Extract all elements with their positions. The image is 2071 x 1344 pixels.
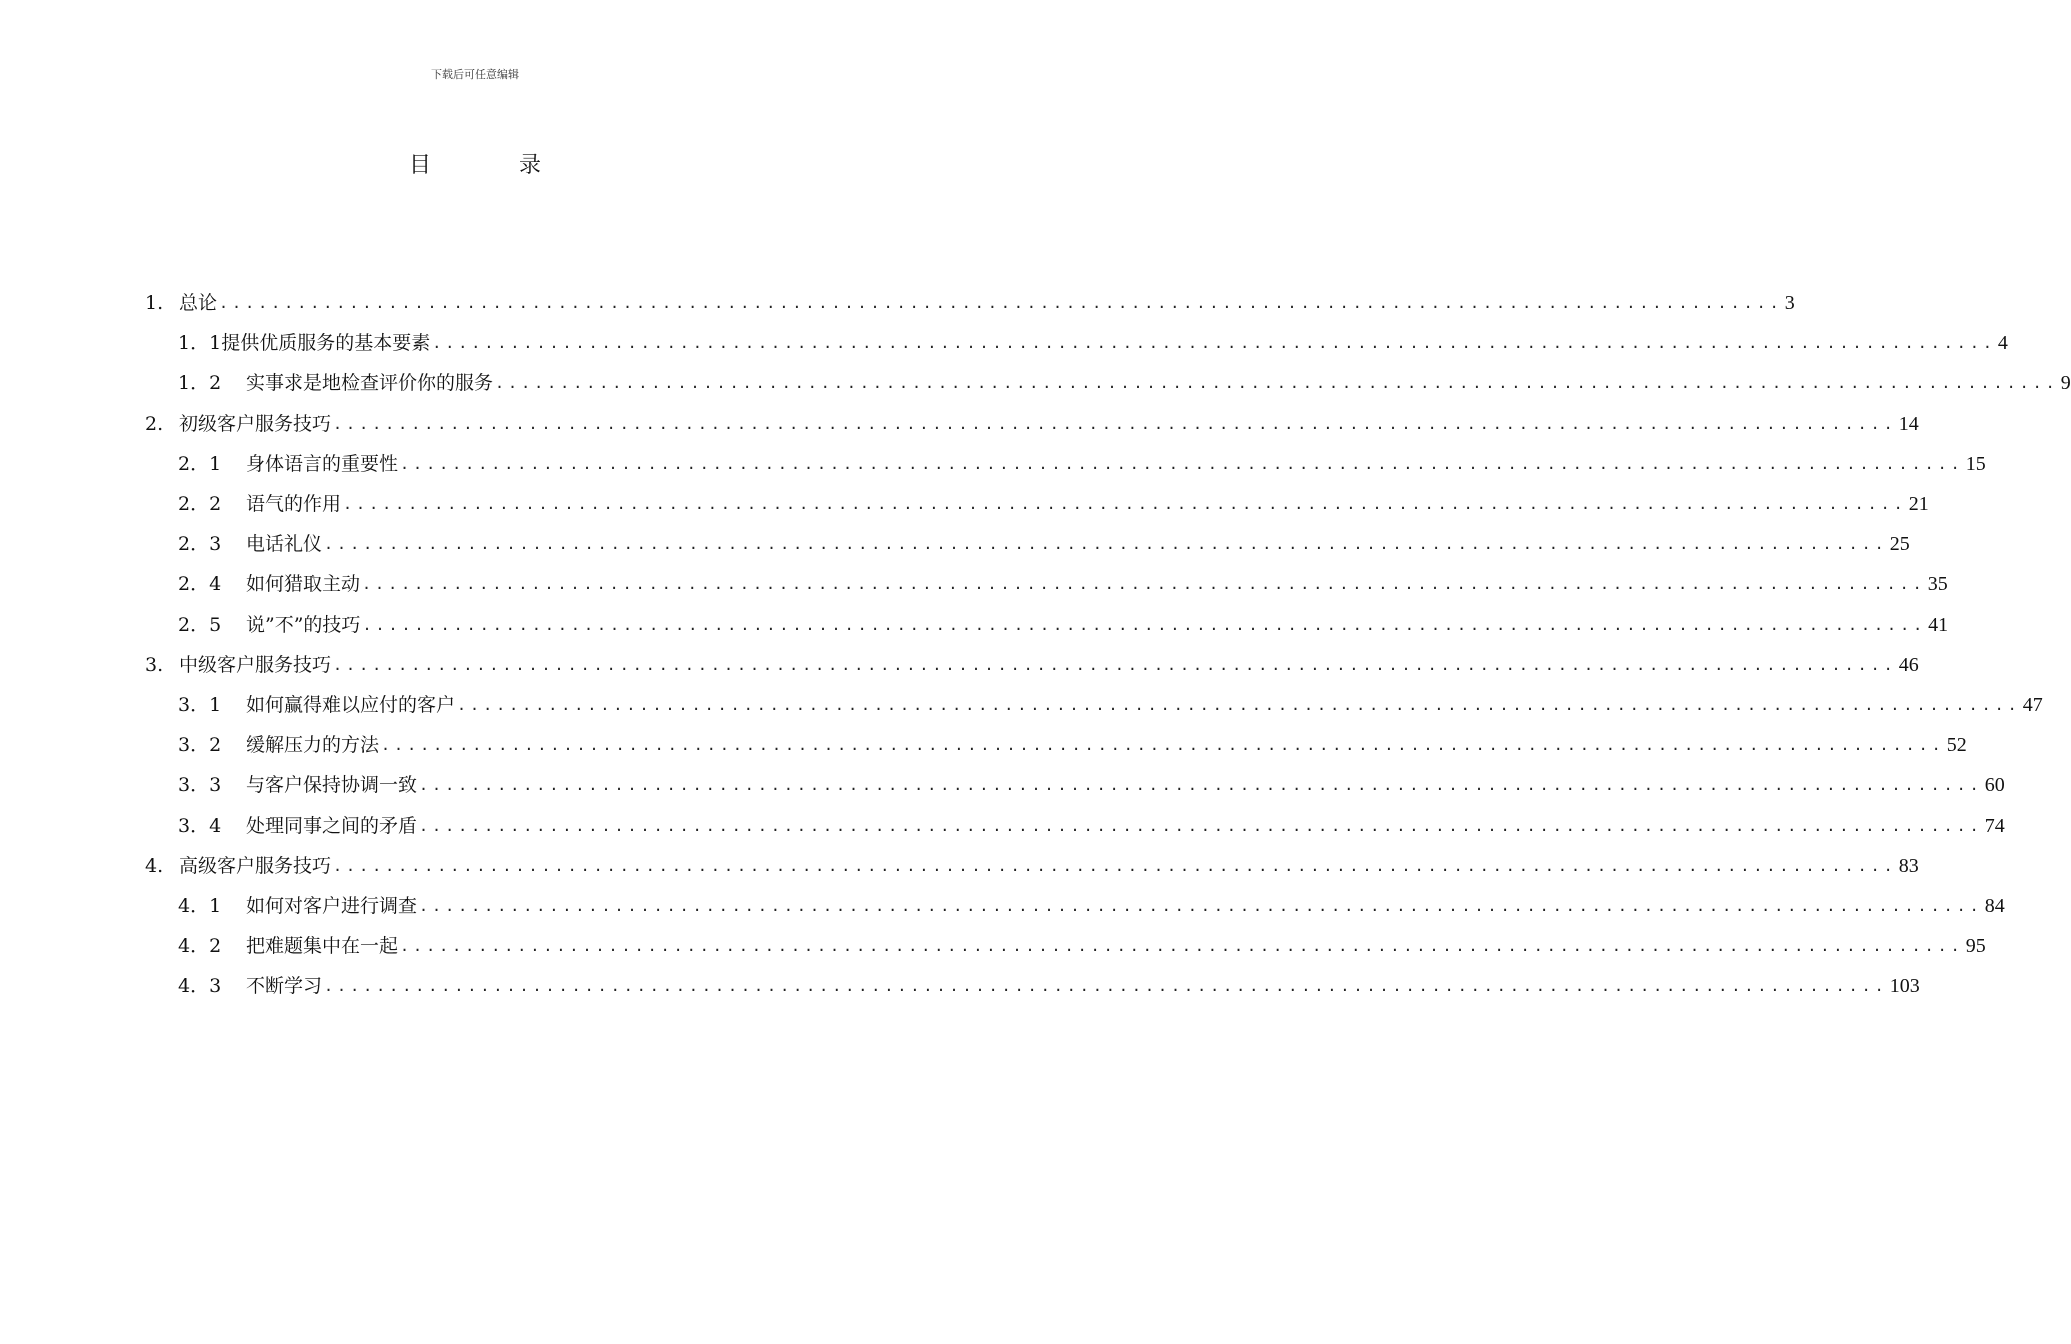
toc-entry-number: 2.	[145, 412, 164, 435]
toc-entry-label	[178, 765, 417, 805]
toc-leader-dots: ........................................................................................................................	[400, 454, 1964, 473]
toc-entry-text: 身体语言的重要性	[246, 452, 399, 475]
toc-entry-label	[178, 725, 379, 765]
toc-entry-text: 如何对客户进行调查	[246, 895, 418, 917]
toc-entry-number: 4.	[145, 854, 164, 877]
toc-entry-number: 4．3	[178, 975, 222, 998]
toc-entry-label	[178, 685, 455, 725]
toc-entry-number: 1.	[145, 292, 164, 314]
toc-leader-dots: ........................................................................................................................	[457, 696, 2021, 714]
toc-entry-label	[178, 966, 322, 1006]
toc-leader-dots: ........................................................................................................................	[333, 856, 1897, 875]
toc-entry-label	[178, 926, 398, 966]
toc-page-number: 41	[1928, 613, 1949, 636]
toc-leader-dots: ........................................................................................................................	[381, 736, 1945, 755]
toc-entry[interactable]	[178, 524, 1910, 564]
toc-page-number: 52	[1946, 734, 1967, 757]
toc-entry-text: 不断学习	[246, 975, 323, 998]
toc-page-number: 35	[1927, 573, 1948, 596]
toc-entry[interactable]	[178, 484, 1929, 524]
toc-leader-dots: ........................................................................................................................	[362, 575, 1926, 594]
toc-entry-label	[145, 404, 331, 444]
toc-entry[interactable]	[178, 444, 1986, 484]
toc-entry-number: 4．1	[178, 895, 222, 917]
toc-entry-label	[145, 846, 331, 886]
toc-page-number: 74	[1984, 814, 2005, 837]
toc-entry-text: 提供优质服务的基本要素	[221, 332, 431, 355]
toc-page-number: 60	[1984, 774, 2005, 797]
toc-entry-number: 2．5	[178, 613, 222, 636]
toc-entry-number: 2．4	[178, 573, 222, 596]
toc-entry-label	[178, 323, 430, 363]
toc-leader-dots: ........................................................................................................................	[362, 615, 1927, 634]
toc-leader-dots: ........................................................................................................................	[343, 495, 1907, 513]
toc-entry-label	[178, 886, 417, 926]
toc-entry[interactable]	[178, 886, 2005, 926]
toc-page-number: 83	[1898, 854, 1919, 877]
toc-leader-dots: ........................................................................................................................	[419, 776, 1983, 795]
page-title: 目录	[408, 153, 629, 178]
toc-leader-dots: ........................................................................................................................	[419, 816, 1983, 835]
toc-leader-dots: ........................................................................................................................	[219, 294, 1783, 312]
toc-leader-dots: ........................................................................................................................	[495, 374, 2059, 393]
toc-entry[interactable]	[145, 846, 1919, 886]
toc-entry[interactable]	[178, 605, 1949, 645]
toc-page-number: 84	[1984, 895, 2005, 917]
toc-entry-label	[178, 444, 398, 484]
toc-leader-dots: ........................................................................................................................	[419, 897, 1983, 915]
toc-leader-dots: ........................................................................................................................	[333, 414, 1897, 433]
toc-entry-label	[178, 524, 322, 564]
toc-entry-number: 3．3	[178, 774, 222, 797]
toc-entry-text: 如何赢得难以应付的客户	[246, 694, 456, 716]
toc-leader-dots: ........................................................................................................................	[400, 937, 1964, 956]
toc-entry-number: 1．1	[178, 332, 222, 355]
toc-entry-text: 总论	[179, 292, 218, 314]
toc-entry[interactable]	[178, 966, 1920, 1006]
toc-entry[interactable]	[178, 363, 2071, 403]
toc-entry[interactable]	[178, 685, 2043, 725]
toc-entry-text: 实事求是地检查评价你的服务	[246, 372, 494, 395]
toc-entry-number: 3．4	[178, 814, 222, 837]
toc-page-number: 25	[1889, 533, 1910, 556]
toc-leader-dots: ........................................................................................................................	[324, 535, 1888, 554]
toc-entry-label	[178, 605, 360, 645]
toc-page-number: 14	[1898, 412, 1919, 435]
toc-entry-number: 1．2	[178, 372, 222, 395]
toc-leader-dots: ........................................................................................................................	[432, 334, 1996, 353]
toc-entry[interactable]	[178, 725, 1967, 765]
toc-page-number: 21	[1908, 493, 1929, 515]
toc-entry-text: 如何猎取主动	[246, 573, 361, 596]
toc-entry[interactable]	[178, 926, 1986, 966]
toc-entry[interactable]	[178, 564, 1948, 604]
toc-entry-number: 4．2	[178, 935, 222, 958]
toc-entry-label	[145, 645, 331, 685]
toc-entry-label	[178, 363, 493, 403]
toc-entry-label	[178, 564, 360, 604]
toc-page-number: 4	[1997, 332, 2008, 355]
toc-entry-text: 把难题集中在一起	[246, 935, 399, 958]
toc-entry-text: 与客户保持协调一致	[246, 774, 418, 797]
toc-entry-text: 说”不”的技巧	[246, 613, 361, 636]
toc-page-number: 103	[1889, 975, 1920, 998]
toc-entry[interactable]	[145, 645, 1919, 685]
toc-entry-text: 缓解压力的方法	[246, 734, 380, 757]
toc-entry-number: 2．3	[178, 533, 222, 556]
toc-entry[interactable]	[178, 323, 2008, 363]
toc-leader-dots: ........................................................................................................................	[333, 655, 1897, 674]
toc-entry-label	[178, 484, 341, 524]
toc-entry[interactable]	[145, 283, 1795, 323]
toc-entry[interactable]	[145, 404, 1919, 444]
header-note: 下载后可任意编辑	[431, 68, 519, 81]
toc-entry[interactable]	[178, 806, 2005, 846]
toc-entry-text: 语气的作用	[246, 493, 342, 515]
toc-entry-text: 电话礼仪	[246, 533, 323, 556]
toc-entry-number: 3．2	[178, 734, 222, 757]
toc-entry-text: 处理同事之间的矛盾	[246, 814, 418, 837]
toc-entry-number: 3.	[145, 653, 164, 676]
toc-page-number: 15	[1965, 452, 1986, 475]
toc-entry-text: 高级客户服务技巧	[179, 854, 332, 877]
toc-entry[interactable]	[178, 765, 2005, 805]
toc-entry-text: 初级客户服务技巧	[179, 412, 332, 435]
toc-page-number: 9	[2060, 372, 2071, 395]
toc-entry-label	[178, 806, 417, 846]
toc-page-number: 46	[1898, 653, 1919, 676]
toc-entry-number: 3．1	[178, 694, 222, 716]
toc-entry-text: 中级客户服务技巧	[179, 653, 332, 676]
toc-page-number: 47	[2022, 694, 2043, 716]
toc-entry-label	[145, 283, 217, 323]
toc-entry-number: 2．2	[178, 493, 222, 515]
toc-page-number: 3	[1784, 292, 1795, 314]
toc-page-number: 95	[1965, 935, 1986, 958]
toc-leader-dots: ........................................................................................................................	[324, 977, 1888, 996]
toc-entry-number: 2．1	[178, 452, 222, 475]
